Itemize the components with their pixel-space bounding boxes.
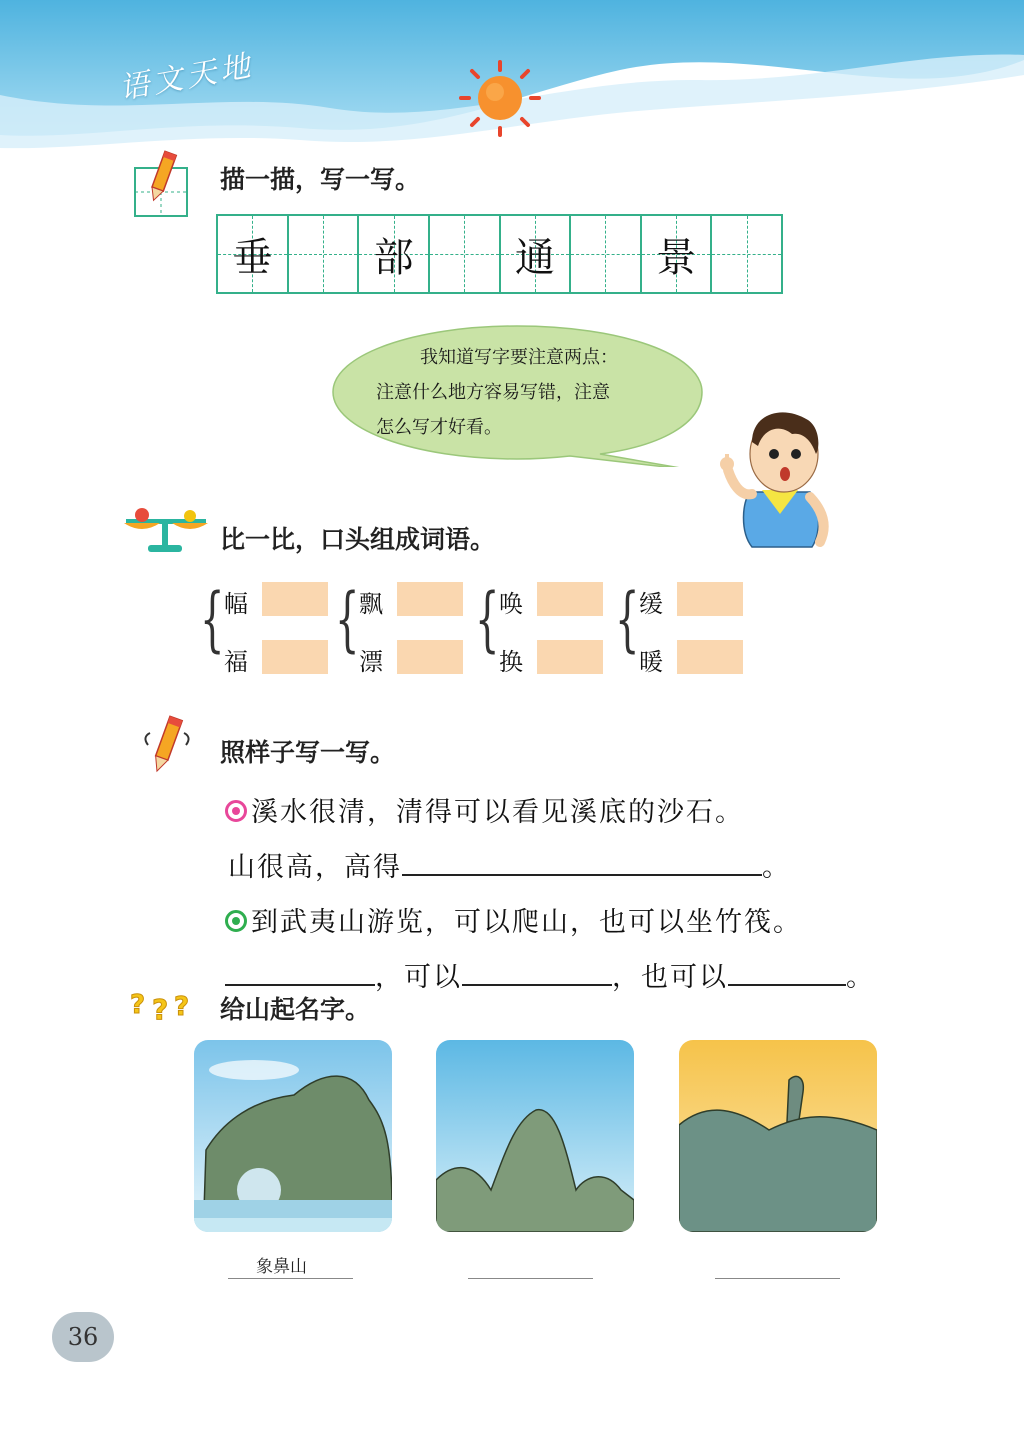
svg-text:?: ? <box>174 992 190 1022</box>
character-pair <box>615 580 755 680</box>
mountain-image-2 <box>436 1040 634 1232</box>
grid-cell[interactable] <box>501 216 572 292</box>
section2-title: 比一比，口头组成词语。 <box>220 525 496 554</box>
pair-bottom-char: 福 <box>224 648 248 676</box>
svg-text:?: ? <box>130 990 146 1020</box>
writing-grid <box>216 214 783 294</box>
answer-box[interactable] <box>397 582 463 616</box>
question-marks-icon <box>128 985 198 1025</box>
mountain-image-3 <box>679 1040 877 1232</box>
brace: { <box>475 578 500 660</box>
character-pair <box>200 580 340 680</box>
mountain-image-1 <box>194 1040 392 1232</box>
bullet-ring-icon <box>225 910 247 932</box>
trace-character: 景 <box>656 234 697 281</box>
blank-line[interactable] <box>462 960 612 986</box>
header-title: 语文天地 <box>116 48 257 107</box>
example-text: 溪水很清，清得可以看见溪底的沙石。 <box>251 797 744 828</box>
mountain-name-answer: 象鼻山 <box>256 1257 307 1277</box>
prompt-end: 。 <box>846 962 875 993</box>
pair-bottom-char: 暖 <box>639 648 663 676</box>
prompt-text: 山很高，高得 <box>228 852 402 883</box>
answer-line[interactable] <box>715 1278 840 1279</box>
pencil-icon <box>138 715 196 777</box>
pair-bottom-char: 换 <box>499 648 523 676</box>
blank-line[interactable] <box>225 960 375 986</box>
grid-cell[interactable] <box>571 216 642 292</box>
answer-line[interactable] <box>228 1278 353 1279</box>
grid-cell[interactable] <box>218 216 289 292</box>
prompt-text: ，也可以 <box>612 962 728 993</box>
example-sentence-1 <box>225 790 744 829</box>
pair-top-char: 幅 <box>224 590 248 618</box>
blank-line[interactable] <box>728 960 846 986</box>
character-pair <box>475 580 615 680</box>
grid-cell[interactable] <box>642 216 713 292</box>
grid-cell[interactable] <box>430 216 501 292</box>
grid-cell[interactable] <box>359 216 430 292</box>
answer-box[interactable] <box>262 640 328 674</box>
pair-top-char: 缓 <box>639 590 663 618</box>
grid-cell[interactable] <box>289 216 360 292</box>
boy-character-illustration <box>712 402 837 550</box>
answer-line[interactable] <box>468 1278 593 1279</box>
brace: { <box>335 578 360 660</box>
prompt-text: ，可以 <box>375 962 462 993</box>
brace: { <box>615 578 640 660</box>
grid-cell[interactable] <box>712 216 781 292</box>
answer-box[interactable] <box>537 582 603 616</box>
prompt-end: 。 <box>762 852 791 883</box>
pair-top-char: 唤 <box>499 590 523 618</box>
example-text: 到武夷山游览，可以爬山，也可以坐竹筏。 <box>251 907 802 938</box>
brace: { <box>200 578 225 660</box>
speech-bubble-text <box>376 340 676 445</box>
speech-line: 我知道写字要注意两点： <box>420 347 618 368</box>
fill-in-sentence-1 <box>228 845 791 884</box>
trace-character: 部 <box>373 234 414 281</box>
fill-in-sentence-2 <box>225 955 875 994</box>
section1-title: 描一描，写一写。 <box>220 165 421 194</box>
pair-top-char: 飘 <box>359 590 383 618</box>
pair-bottom-char: 漂 <box>359 648 383 676</box>
answer-box[interactable] <box>262 582 328 616</box>
answer-box[interactable] <box>677 582 743 616</box>
pencil-grid-icon <box>132 150 192 220</box>
answer-box[interactable] <box>537 640 603 674</box>
trace-character: 通 <box>514 234 555 281</box>
answer-box[interactable] <box>397 640 463 674</box>
balance-scale-icon <box>122 505 210 555</box>
bullet-ring-icon <box>225 800 247 822</box>
speech-line: 注意什么地方容易写错，注意 <box>376 382 610 403</box>
section3-title: 照样子写一写。 <box>220 738 396 767</box>
character-pair <box>335 580 475 680</box>
sun-icon <box>455 58 545 138</box>
speech-line: 怎么写才好看。 <box>376 417 502 438</box>
trace-character: 垂 <box>232 234 273 281</box>
example-sentence-2 <box>225 900 802 939</box>
section4-title: 给山起名字。 <box>220 995 371 1024</box>
answer-box[interactable] <box>677 640 743 674</box>
page-number: 36 <box>52 1312 114 1362</box>
blank-line[interactable] <box>402 850 762 876</box>
svg-text:?: ? <box>152 993 169 1025</box>
